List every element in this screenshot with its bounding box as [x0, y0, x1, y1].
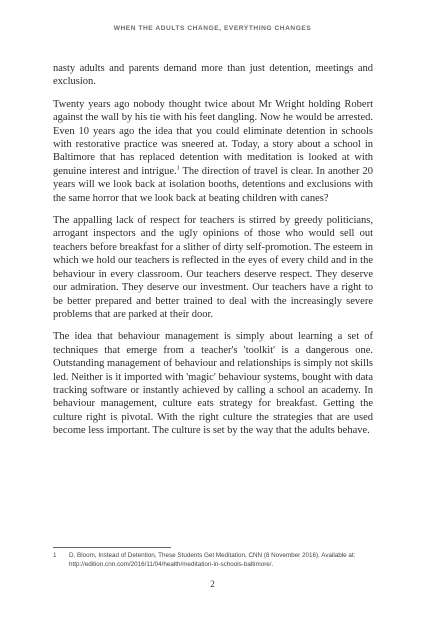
- paragraph: nasty adults and parents demand more than just detention, meetings and exclusion.: [53, 63, 373, 88]
- footnote-number: 1: [53, 552, 57, 559]
- footnote-text: D. Bloom, Instead of Detention, These Students Get Meditation, CNN (8 November 2016). Available at: http://edition.cnn.com/2016/11/04/health/meditation-in-schools-baltimore/.: [69, 552, 356, 568]
- footnote: [53, 551, 373, 569]
- body-text: [53, 62, 373, 447]
- paragraph: The appalling lack of respect for teachers is stirred by greedy politicians, arrogant inspectors and the ugly opinions of those who would sell out teachers before breakfast for a slither of dirty self-promotion. The esteem in which we hold our teachers is reflected in the eyes of every child and in the behaviour in every classroom. Our teachers deserve respect. They deserve our admiration. They deserve our investment. Our teachers have a right to be better prepared and better trained to deal with the increasingly severe problems that are parked at their door.: [53, 215, 373, 320]
- paragraph-text: Twenty years ago nobody thought twice about Mr Wright holding Robert against the wall by his tie with his feet dangling. Now he would be arrested. Even 10 years ago the idea that you could eliminate detention in schools with restorative practice was sneered at. Today, a story about a school in Baltimore that has replaced detention with meditation is looked at with genuine interest and intrigue.: [53, 98, 373, 177]
- page-number: 2: [210, 580, 215, 590]
- running-head: WHEN THE ADULTS CHANGE, EVERYTHING CHANGES: [113, 25, 312, 32]
- footnote-reference: 1: [176, 165, 180, 172]
- paragraph: The idea that behaviour management is simply about learning a set of techniques that emerge from a teacher's 'toolkit' is a dangerous one. Outstanding management of behaviour and relationships is simply not skills led. Neither is it imported with 'magic' behaviour systems, bought with data tracking software or instantly achieved by calling a school an academy. In behaviour management, culture eats strategy for breakfast. Getting the culture right is pivotal. With the right culture the strategies that are used become less important. The culture is set by the way that the adults behave.: [53, 331, 373, 437]
- paragraph-text: The direction of travel is clear. In another 20 years will we look back at isolation booths, detentions and exclusions with the same horror that we look back at beating children with canes?: [53, 165, 373, 204]
- footnote-divider: [53, 547, 171, 548]
- paragraph: [53, 98, 373, 205]
